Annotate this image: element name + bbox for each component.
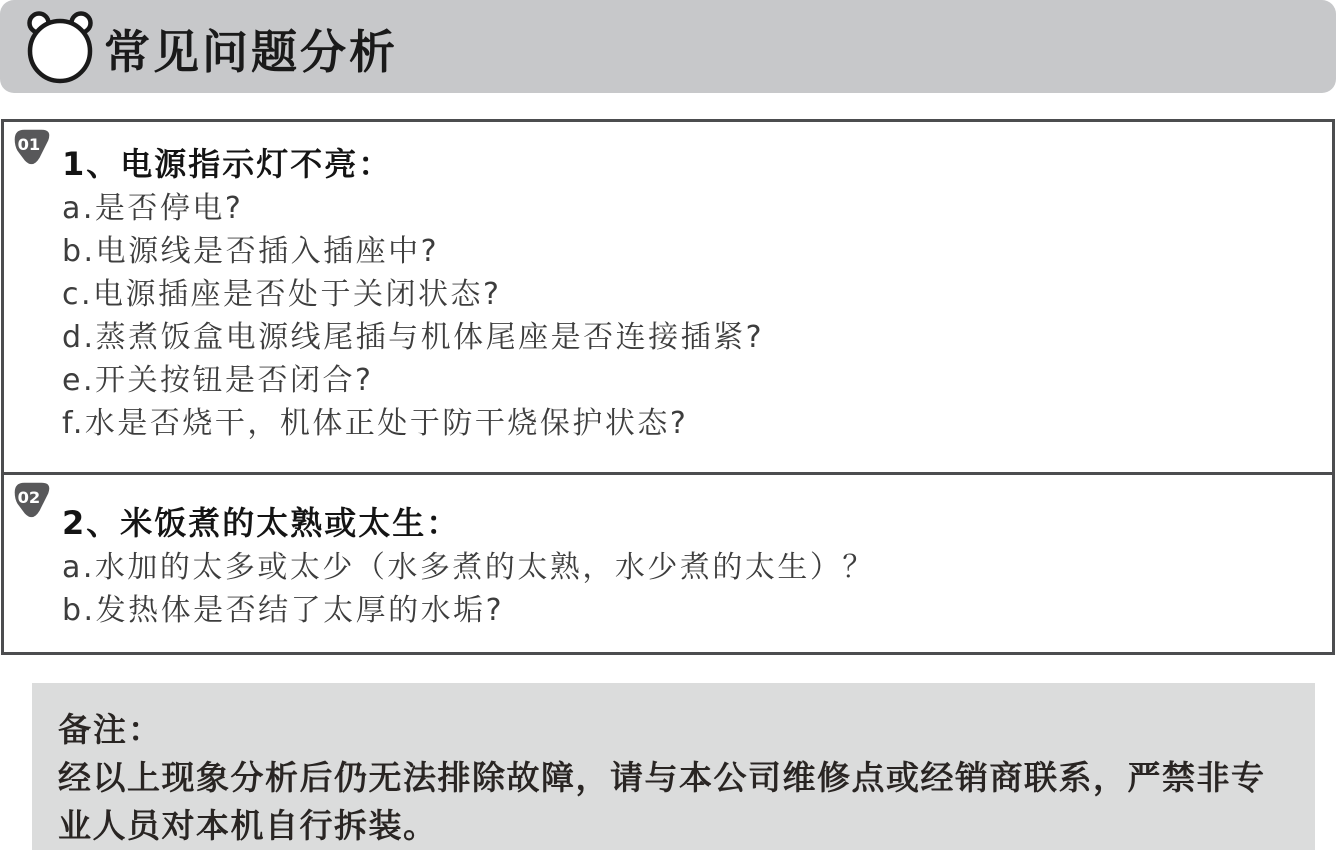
note-text: 经以上现象分析后仍无法排除故障，请与本公司维修点或经销商联系，严禁非专业人员对本机自行拆装。: [58, 758, 1266, 845]
section-01-badge: [8, 125, 54, 171]
list-item: e.开关按钮是否闭合?: [62, 363, 374, 398]
section-02-items: [62, 546, 875, 632]
section-divider: [4, 472, 1332, 475]
list-item: b.电源线是否插入插座中?: [62, 234, 440, 269]
section-02-badge-number: 02: [17, 487, 41, 507]
bear-icon: [22, 8, 98, 86]
section-02-heading: 2、米饭煮的太熟或太生：: [62, 504, 461, 542]
note-box: [32, 683, 1315, 850]
note-label: 备注：: [58, 710, 163, 749]
list-item: b.发热体是否结了太厚的水垢?: [62, 593, 505, 628]
faq-box: [1, 119, 1335, 655]
list-item: a.是否停电?: [62, 191, 244, 226]
section-01-badge-number: 01: [17, 134, 41, 154]
list-item: c.电源插座是否处于关闭状态?: [62, 277, 502, 312]
section-02-badge: [8, 478, 54, 524]
section-01: [62, 142, 764, 445]
list-item: a.水加的太多或太少（水多煮的太熟，水少煮的太生）？: [62, 550, 875, 585]
page-title: 常见问题分析: [104, 25, 398, 79]
list-item: f.水是否烧干，机体正处于防干烧保护状态?: [62, 406, 689, 441]
section-02: [62, 501, 875, 632]
page-header: [0, 0, 1336, 93]
section-01-items: [62, 187, 764, 445]
list-item: d.蒸煮饭盒电源线尾插与机体尾座是否连接插紧?: [62, 320, 765, 355]
section-01-heading: 1、电源指示灯不亮：: [62, 145, 393, 183]
